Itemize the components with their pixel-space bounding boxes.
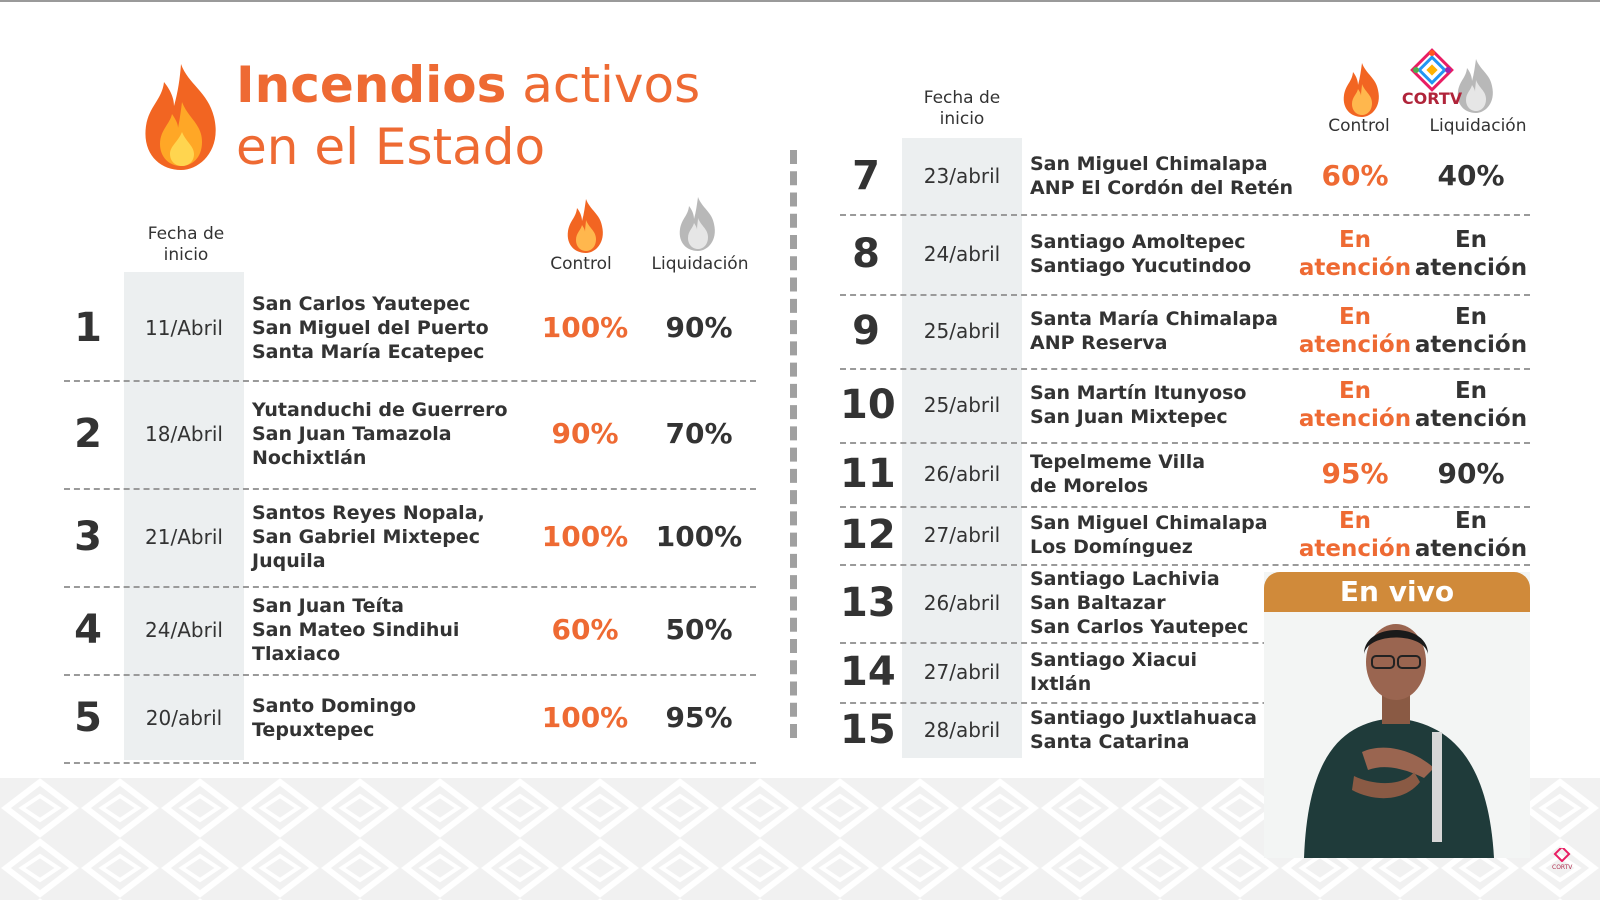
municipality-name: San Martín Itunyoso	[1030, 382, 1247, 404]
liquidacion-value: 40%	[1437, 159, 1505, 192]
liquidacion-fire-icon	[676, 196, 720, 252]
municipality-name: San Juan Teíta	[252, 595, 404, 617]
row-municipalities	[252, 398, 508, 470]
liquidacion-value: 70%	[665, 417, 733, 450]
row-municipalities	[1030, 230, 1251, 278]
row-divider	[840, 442, 1530, 444]
row-divider	[64, 674, 756, 676]
row-municipalities	[252, 501, 485, 573]
row-municipalities	[1030, 381, 1247, 429]
liquidacion-value	[1408, 507, 1534, 563]
row-number: 9	[852, 308, 880, 354]
interpreter-figure	[1264, 572, 1530, 858]
municipality-name: Tepelmeme Villa	[1030, 451, 1206, 473]
municipality-name: Los Domínguez	[1030, 536, 1193, 558]
left-control-header: Control	[550, 254, 612, 274]
liquidacion-value	[1408, 226, 1534, 282]
municipality-name: ANP Reserva	[1030, 332, 1168, 354]
control-value-line: atención	[1298, 536, 1412, 562]
row-date: 11/Abril	[145, 316, 223, 340]
row-date: 24/abril	[923, 242, 1001, 266]
control-value-line: En	[1338, 508, 1372, 534]
municipality-name: Tlaxiaco	[252, 643, 341, 665]
liquidacion-value-line: atención	[1414, 255, 1528, 281]
row-municipalities	[252, 694, 416, 742]
row-date: 18/Abril	[145, 422, 223, 446]
municipality-name: Santiago Lachivia	[1030, 568, 1220, 590]
municipality-name: Ixtlán	[1030, 673, 1092, 695]
left-fecha-l2: inicio	[163, 245, 209, 265]
control-value	[1292, 303, 1418, 359]
row-date: 26/abril	[923, 591, 1001, 615]
municipality-name: Santa María Chimalapa	[1030, 308, 1278, 330]
municipality-name: Santiago Amoltepec	[1030, 231, 1246, 253]
control-value	[1292, 226, 1418, 282]
left-fecha-l1: Fecha de	[147, 224, 225, 244]
row-divider	[840, 564, 1530, 566]
municipality-name: San Miguel Chimalapa	[1030, 512, 1268, 534]
control-value-line: atención	[1298, 255, 1412, 281]
cortv-logo	[1398, 48, 1466, 106]
row-date: 27/abril	[923, 660, 1001, 684]
row-number: 13	[840, 580, 896, 626]
row-divider	[840, 368, 1530, 370]
municipality-name: Santiago Juxtlahuaca	[1030, 707, 1257, 729]
municipality-name: San Gabriel Mixtepec	[252, 526, 480, 548]
liquidacion-value-line: En	[1454, 227, 1488, 253]
liquidacion-value: 90%	[665, 311, 733, 344]
cortv-logo-text: CORTV	[1401, 89, 1463, 106]
row-municipalities	[1030, 511, 1268, 559]
municipality-name: Santa María Ecatepec	[252, 341, 485, 363]
municipality-name: San Miguel Chimalapa	[1030, 153, 1268, 175]
control-value: 60%	[1321, 159, 1389, 192]
row-number: 2	[74, 411, 102, 457]
row-number: 5	[74, 695, 102, 741]
municipality-name: San Mateo Sindihui	[252, 619, 460, 641]
row-number: 7	[852, 153, 880, 199]
row-municipalities	[252, 594, 459, 666]
row-date: 24/Abril	[145, 618, 223, 642]
liquidacion-value-line: En	[1454, 378, 1488, 404]
row-date: 21/Abril	[145, 525, 223, 549]
municipality-name: Nochixtlán	[252, 447, 367, 469]
control-value	[1292, 507, 1418, 563]
municipality-name: de Morelos	[1030, 475, 1149, 497]
row-date: 23/abril	[923, 164, 1001, 188]
row-date: 25/abril	[923, 393, 1001, 417]
control-fire-icon	[1340, 62, 1384, 118]
row-number: 3	[74, 514, 102, 560]
vertical-divider	[790, 150, 797, 738]
liquidacion-value-line: En	[1454, 508, 1488, 534]
row-divider	[840, 214, 1530, 216]
row-number: 15	[840, 707, 896, 753]
municipality-name: San Miguel del Puerto	[252, 317, 489, 339]
row-number: 14	[840, 649, 896, 695]
municipality-name: Juquila	[252, 550, 326, 572]
liquidacion-value-line: atención	[1414, 332, 1528, 358]
municipality-name: Santiago Xiacui	[1030, 649, 1198, 671]
liquidacion-value: 100%	[655, 520, 743, 553]
row-number: 8	[852, 231, 880, 277]
municipality-name: San Juan Tamazola	[252, 423, 452, 445]
row-number: 10	[840, 382, 896, 428]
control-value: 100%	[541, 311, 629, 344]
row-municipalities	[1030, 648, 1197, 696]
row-divider	[64, 380, 756, 382]
row-date: 26/abril	[923, 462, 1001, 486]
municipality-name: ANP El Cordón del Retén	[1030, 177, 1294, 199]
row-date: 25/abril	[923, 319, 1001, 343]
liquidacion-value	[1408, 377, 1534, 433]
row-municipalities	[1030, 567, 1248, 639]
title-bold: Incendios	[236, 56, 507, 114]
control-value-line: En	[1338, 227, 1372, 253]
row-municipalities	[1030, 307, 1278, 355]
municipality-name: Tepuxtepec	[252, 719, 375, 741]
left-fecha-header	[130, 224, 242, 266]
row-number: 11	[840, 451, 896, 497]
liquidacion-value: 95%	[665, 701, 733, 734]
cortv-small-logo	[1552, 848, 1572, 872]
right-fecha-header	[906, 88, 1018, 130]
liquidacion-value-line: atención	[1414, 406, 1528, 432]
control-value-line: En	[1338, 304, 1372, 330]
row-number: 12	[840, 512, 896, 558]
fire-icon	[138, 62, 224, 172]
row-number: 4	[74, 607, 102, 653]
row-number: 1	[74, 305, 102, 351]
row-date: 27/abril	[923, 523, 1001, 547]
municipality-name: Santa Catarina	[1030, 731, 1190, 753]
page-title	[236, 54, 700, 178]
left-date-column	[124, 272, 244, 760]
municipality-name: Yutanduchi de Guerrero	[252, 399, 508, 421]
control-value: 100%	[541, 701, 629, 734]
control-value-line: En	[1338, 378, 1372, 404]
municipality-name: Santo Domingo	[252, 695, 417, 717]
row-date: 20/abril	[145, 706, 223, 730]
right-control-header: Control	[1328, 116, 1390, 136]
control-value-line: atención	[1298, 332, 1412, 358]
control-value: 60%	[551, 613, 619, 646]
row-municipalities	[1030, 706, 1257, 754]
right-fecha-l1: Fecha de	[923, 88, 1001, 108]
control-value-line: atención	[1298, 406, 1412, 432]
right-liquidacion-header: Liquidación	[1429, 116, 1527, 136]
municipality-name: Santiago Yucutindoo	[1030, 255, 1252, 277]
live-video-panel[interactable]	[1264, 572, 1530, 858]
live-badge: En vivo	[1264, 572, 1530, 612]
liquidacion-value-line: atención	[1414, 536, 1528, 562]
row-municipalities	[252, 292, 489, 364]
title-line2: en el Estado	[236, 118, 546, 176]
liquidacion-value-line: En	[1454, 304, 1488, 330]
municipality-name: Santos Reyes Nopala,	[252, 502, 485, 524]
right-fecha-l2: inicio	[939, 109, 985, 129]
row-municipalities	[1030, 152, 1293, 200]
row-divider	[840, 294, 1530, 296]
municipality-name: San Juan Mixtepec	[1030, 406, 1228, 428]
liquidacion-value: 90%	[1437, 457, 1505, 490]
row-date: 28/abril	[923, 718, 1001, 742]
control-value: 100%	[541, 520, 629, 553]
row-divider	[64, 586, 756, 588]
liquidacion-value	[1408, 303, 1534, 359]
liquidacion-value: 50%	[665, 613, 733, 646]
control-value	[1292, 377, 1418, 433]
top-border	[0, 0, 1600, 2]
row-municipalities	[1030, 450, 1205, 498]
municipality-name: San Baltazar	[1030, 592, 1166, 614]
row-divider	[64, 762, 756, 764]
municipality-name: San Carlos Yautepec	[252, 293, 471, 315]
title-rest: activos	[522, 56, 701, 114]
municipality-name: San Carlos Yautepec	[1030, 616, 1249, 638]
cortv-small-text: CORTV	[1552, 864, 1573, 871]
row-divider	[64, 488, 756, 490]
control-fire-icon	[564, 198, 608, 254]
left-liquidacion-header: Liquidación	[651, 254, 749, 274]
control-value: 90%	[551, 417, 619, 450]
control-value: 95%	[1321, 457, 1389, 490]
